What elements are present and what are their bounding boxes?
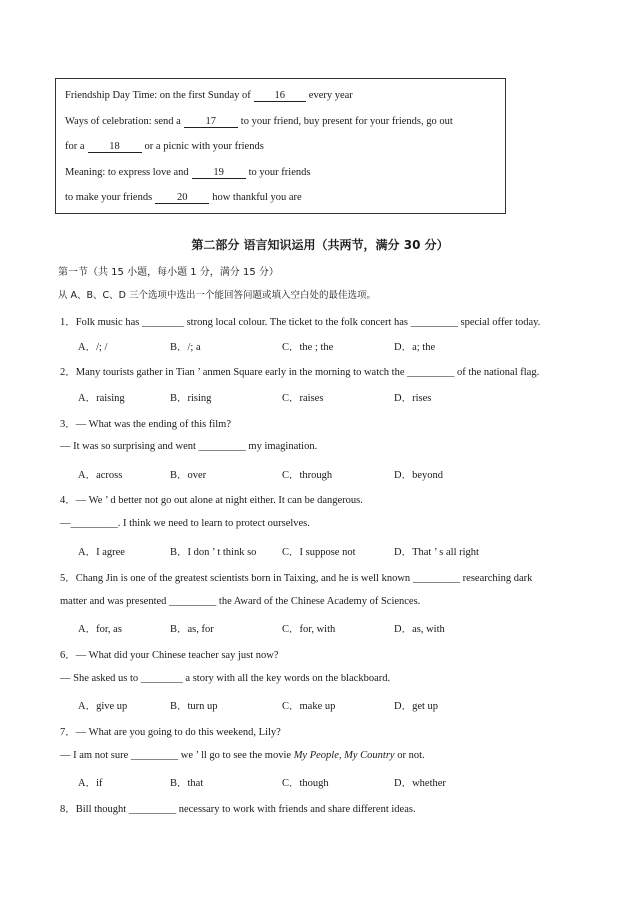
- instruction: 从 A、B、C、D 三个选项中选出一个能回答问题或填入空白处的最佳选项。: [58, 290, 377, 301]
- section-heading: 第二部分 语言知识运用（共两节，满分 30 分）: [191, 238, 449, 252]
- subsection-title: 第一节（共 15 小题，每小题 1 分，满分 15 分）: [58, 267, 279, 278]
- question-4-line-2: —_________. I think we need to learn to protect ourselves.: [60, 518, 310, 529]
- q6-option-a: A．give up: [78, 701, 128, 712]
- question-4-line-1: 4．— We ’ d better not go out alone at night either. It can be dangerous.: [60, 495, 363, 506]
- q4-option-a: A．I agree: [78, 547, 125, 558]
- blank-20: 20: [155, 192, 209, 204]
- movie-title: My People, My Country: [293, 750, 395, 761]
- q3-option-a: A．across: [78, 470, 123, 481]
- q2-option-a: A．raising: [78, 393, 125, 404]
- q2-option-c: C．raises: [282, 393, 324, 404]
- q5-option-a: A．for, as: [78, 624, 122, 635]
- question-7-line-2: — I am not sure _________ we ’ ll go to see the movie My People, My Country or not.: [60, 750, 425, 761]
- blank-18: 18: [88, 141, 142, 153]
- box-line-celebration: Ways of celebration: send a 17 to your friend, buy present for your friends, go out: [65, 116, 453, 127]
- q6-option-c: C．make up: [282, 701, 336, 712]
- q6-option-b: B．turn up: [170, 701, 218, 712]
- q1-option-a: A．/; /: [78, 342, 108, 353]
- question-1-text: 1．Folk music has ________ strong local colour. The ticket to the folk concert has _________ special offer today.: [60, 317, 541, 328]
- q3-option-c: C．through: [282, 470, 333, 481]
- blank-16: 16: [254, 90, 306, 102]
- q5-option-d: D．as, with: [394, 624, 445, 635]
- box-line-meaning: Meaning: to express love and 19 to your friends: [65, 167, 311, 178]
- question-5-line-1: 5．Chang Jin is one of the greatest scientists born in Taixing, and he is well known _________ researching dark: [60, 573, 533, 584]
- box-line-outing: for a 18 or a picnic with your friends: [65, 141, 264, 152]
- q5-option-b: B．as, for: [170, 624, 214, 635]
- q5-option-c: C．for, with: [282, 624, 336, 635]
- box-line-thankful: to make your friends 20 how thankful you are: [65, 192, 302, 203]
- q7-option-c: C．though: [282, 778, 329, 789]
- blank-19: 19: [192, 167, 246, 179]
- q1-option-d: D．a; the: [394, 342, 436, 353]
- q3-option-b: B．over: [170, 470, 207, 481]
- question-6-line-2: — She asked us to ________ a story with all the key words on the blackboard.: [60, 673, 391, 684]
- q4-option-b: B．I don ’ t think so: [170, 547, 257, 558]
- q1-option-c: C．the ; the: [282, 342, 334, 353]
- info-box: [55, 78, 506, 214]
- q3-option-d: D．beyond: [394, 470, 443, 481]
- question-3-line-1: 3．— What was the ending of this film?: [60, 419, 231, 430]
- q1-option-b: B．/; a: [170, 342, 201, 353]
- question-5-line-2: matter and was presented _________ the Award of the Chinese Academy of Sciences.: [60, 596, 421, 607]
- question-3-line-2: — It was so surprising and went _________ my imagination.: [60, 441, 318, 452]
- q4-option-c: C．I suppose not: [282, 547, 356, 558]
- q6-option-d: D．get up: [394, 701, 439, 712]
- q7-option-d: D．whether: [394, 778, 446, 789]
- question-7-line-1: 7．— What are you going to do this weekend, Lily?: [60, 727, 281, 738]
- question-8-text: 8．Bill thought _________ necessary to work with friends and share different ideas.: [60, 804, 416, 815]
- blank-17: 17: [184, 116, 238, 128]
- question-2-text: 2．Many tourists gather in Tian ’ anmen Square early in the morning to watch the _________ of the national flag.: [60, 367, 540, 378]
- box-line-time: Friendship Day Time: on the first Sunday of 16 every year: [65, 90, 353, 101]
- question-6-line-1: 6．— What did your Chinese teacher say just now?: [60, 650, 279, 661]
- q2-option-d: D．rises: [394, 393, 432, 404]
- q7-option-b: B．that: [170, 778, 204, 789]
- q4-option-d: D．That ’ s all right: [394, 547, 479, 558]
- q7-option-a: A．if: [78, 778, 103, 789]
- q2-option-b: B．rising: [170, 393, 212, 404]
